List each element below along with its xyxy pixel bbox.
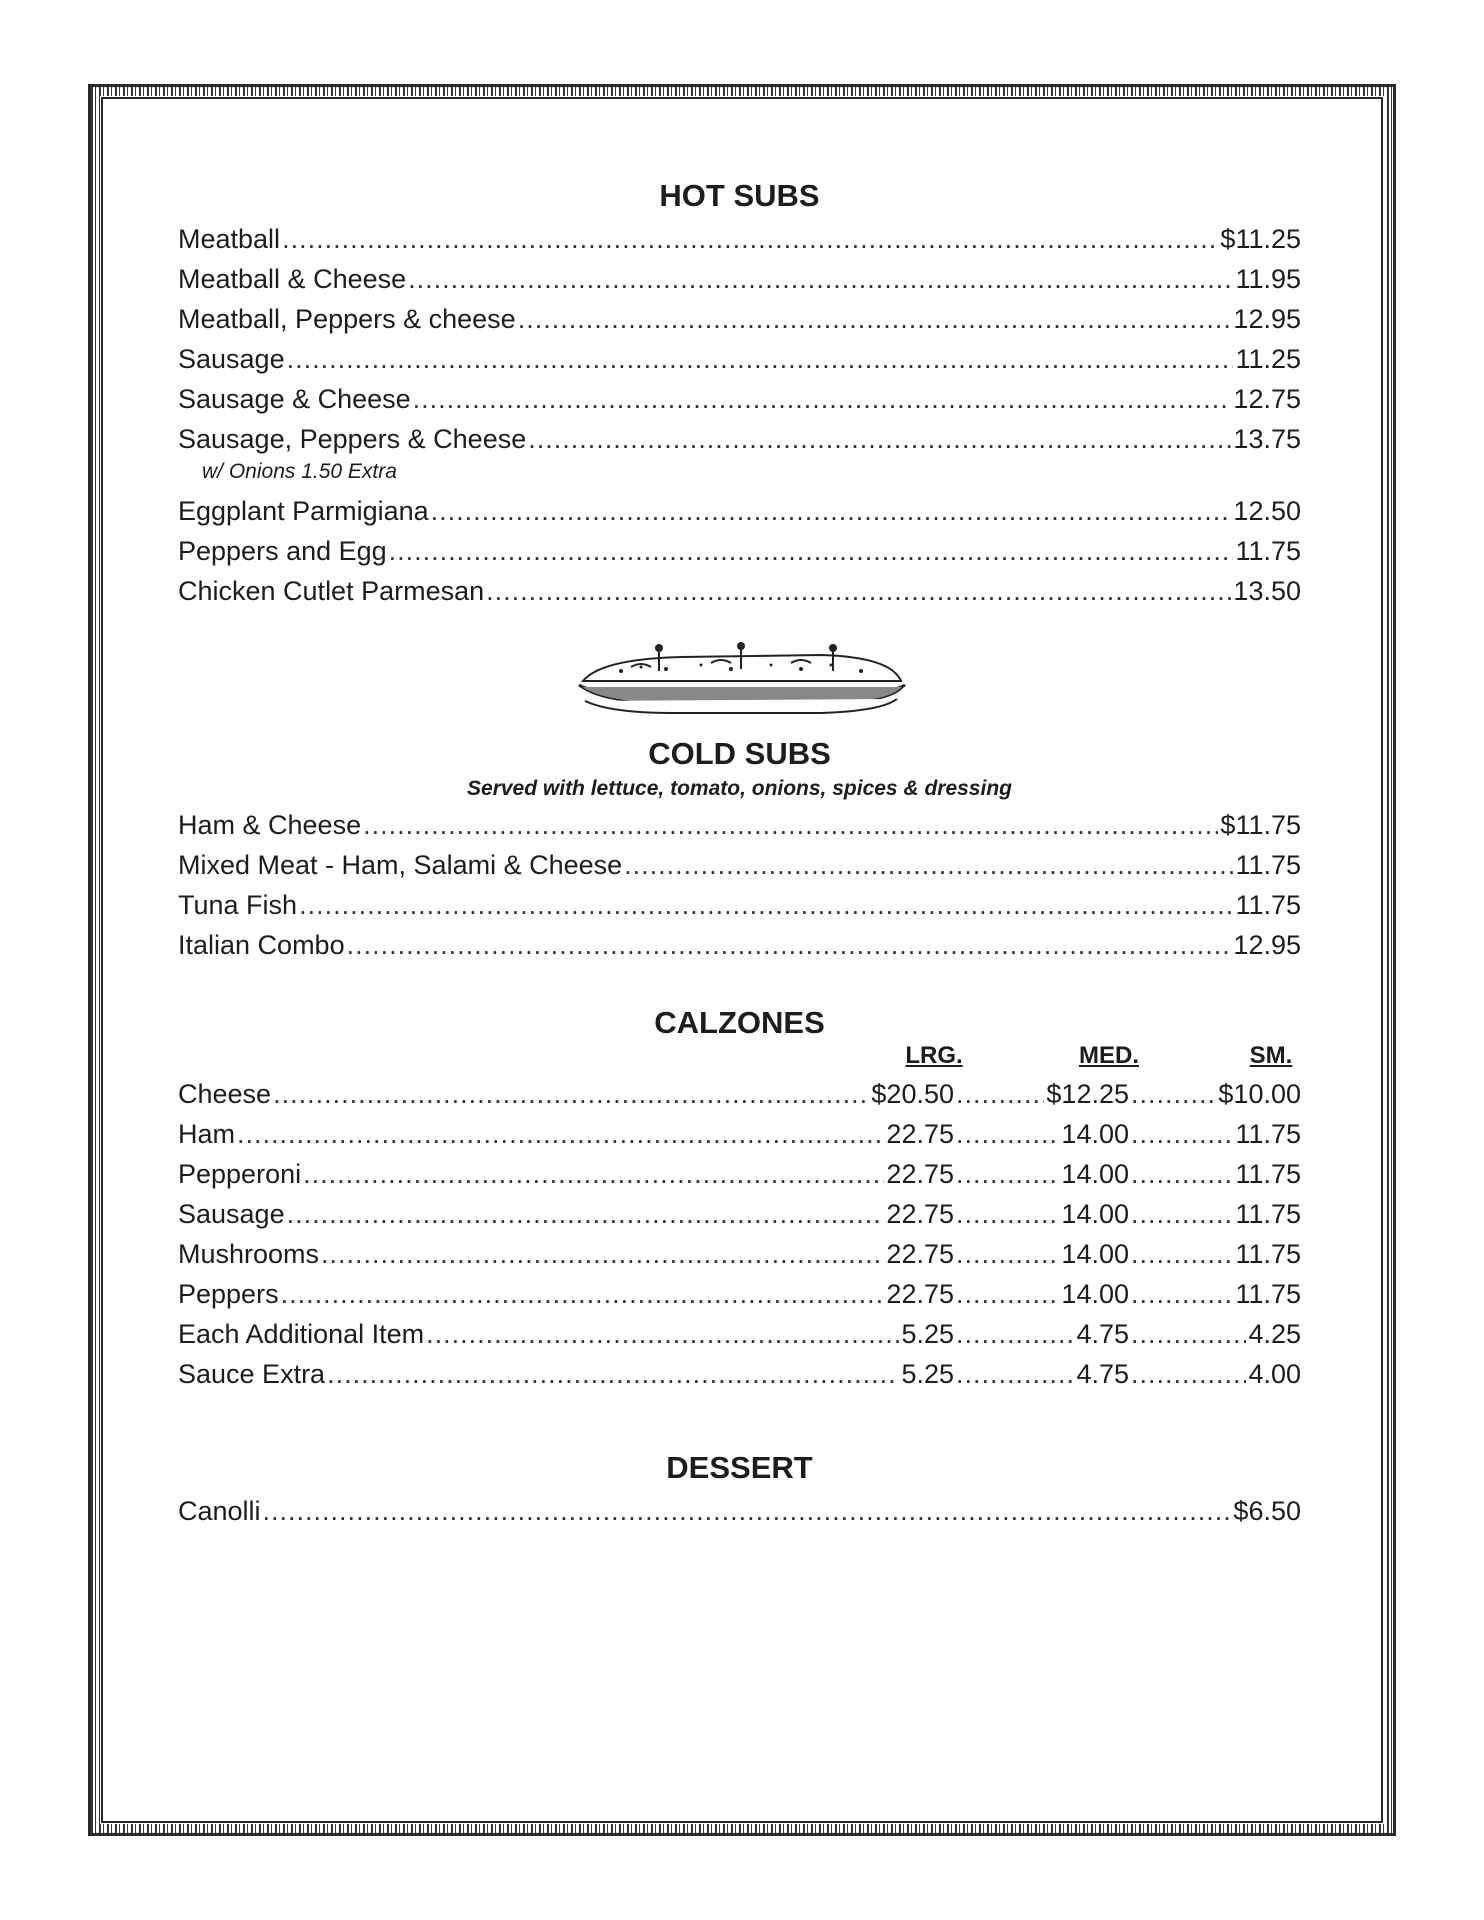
item-price: 11.75 (1235, 890, 1301, 920)
item-price: 13.50 (1233, 576, 1301, 606)
calzone-item (178, 1114, 1301, 1154)
leader-dots (303, 1154, 884, 1194)
item-price: 11.75 (1235, 850, 1301, 880)
dessert-list (178, 1491, 1301, 1531)
leader-dots (299, 885, 1233, 925)
calzone-item (178, 1194, 1301, 1234)
menu-item (178, 845, 1301, 885)
item-name: Canolli (178, 1496, 261, 1526)
calzones-list (178, 1074, 1301, 1394)
leader-dots (1131, 1354, 1246, 1394)
item-name: Sauce Extra (178, 1359, 326, 1389)
price-medium: 14.00 (1061, 1279, 1129, 1309)
leader-dots (431, 491, 1232, 531)
leader-dots (956, 1194, 1059, 1234)
price-small: 4.00 (1248, 1359, 1301, 1389)
item-price: 13.75 (1233, 424, 1301, 454)
leader-dots (281, 1274, 885, 1314)
menu-item (178, 1491, 1301, 1531)
item-name: Meatball & Cheese (178, 264, 407, 294)
item-name: Eggplant Parmigiana (178, 496, 429, 526)
menu-item (178, 419, 1301, 459)
cold-subs-title: COLD SUBS (648, 736, 831, 771)
hot-subs-title: HOT SUBS (659, 178, 820, 213)
leader-dots (363, 805, 1218, 845)
item-price: $11.25 (1220, 224, 1301, 254)
leader-dots (413, 379, 1232, 419)
leader-dots (287, 339, 1234, 379)
leader-dots (956, 1234, 1059, 1274)
cold-subs-subtitle: Served with lettuce, tomato, onions, spices & dressing (467, 777, 1012, 800)
leader-dots (956, 1074, 1044, 1114)
menu-item (178, 805, 1301, 845)
leader-dots (263, 1491, 1232, 1531)
leader-dots (321, 1234, 884, 1274)
leader-dots (624, 845, 1233, 885)
menu-item (178, 299, 1301, 339)
calzone-item (178, 1074, 1301, 1114)
size-header-med: MED. (1079, 1042, 1139, 1069)
item-price: 11.95 (1235, 264, 1301, 294)
calzone-item (178, 1234, 1301, 1274)
price-small: 11.75 (1235, 1199, 1301, 1229)
item-price: $11.75 (1220, 810, 1301, 840)
menu-item (178, 259, 1301, 299)
leader-dots (1131, 1154, 1233, 1194)
menu-item (178, 491, 1301, 531)
leader-dots (1131, 1314, 1246, 1354)
price-small: 11.75 (1235, 1279, 1301, 1309)
item-price: 12.95 (1233, 304, 1301, 334)
price-large: 22.75 (886, 1159, 954, 1189)
item-name: Tuna Fish (178, 890, 298, 920)
price-medium: 14.00 (1061, 1199, 1129, 1229)
menu-item (178, 925, 1301, 965)
price-medium: 14.00 (1061, 1119, 1129, 1149)
item-name: Cheese (178, 1079, 272, 1109)
item-name: Mushrooms (178, 1239, 320, 1269)
item-name: Chicken Cutlet Parmesan (178, 576, 485, 606)
sub-sandwich-illustration (178, 623, 1301, 738)
price-small: 11.75 (1235, 1159, 1301, 1189)
price-small: 4.25 (1248, 1319, 1301, 1349)
dessert-title: DESSERT (666, 1450, 813, 1485)
leader-dots (956, 1274, 1059, 1314)
price-medium: $12.25 (1046, 1079, 1129, 1109)
price-large: 22.75 (886, 1199, 954, 1229)
menu-content (178, 180, 1301, 1531)
item-price: 11.25 (1235, 344, 1301, 374)
item-name: Pepperoni (178, 1159, 302, 1189)
leader-dots (408, 259, 1233, 299)
price-large: 5.25 (901, 1319, 954, 1349)
leader-dots (1131, 1234, 1233, 1274)
price-small: 11.75 (1235, 1119, 1301, 1149)
onions-note: w/ Onions 1.50 Extra (202, 460, 397, 483)
item-name: Sausage, Peppers & Cheese (178, 424, 527, 454)
leader-dots (1131, 1194, 1233, 1234)
leader-dots (327, 1354, 899, 1394)
price-medium: 4.75 (1076, 1359, 1129, 1389)
calzone-item (178, 1314, 1301, 1354)
leader-dots (426, 1314, 899, 1354)
menu-item (178, 531, 1301, 571)
calzones-size-header (178, 1038, 1301, 1074)
price-large: $20.50 (871, 1079, 954, 1109)
item-name: Sausage (178, 1199, 285, 1229)
item-price: 12.75 (1233, 384, 1301, 414)
leader-dots (237, 1114, 884, 1154)
item-name: Meatball, Peppers & cheese (178, 304, 516, 334)
leader-dots (347, 925, 1232, 965)
leader-dots (287, 1194, 885, 1234)
price-large: 22.75 (886, 1239, 954, 1269)
leader-dots (1131, 1074, 1216, 1114)
item-name: Sausage & Cheese (178, 384, 411, 414)
leader-dots (1131, 1274, 1233, 1314)
menu-item (178, 885, 1301, 925)
leader-dots (273, 1074, 869, 1114)
cold-subs-list (178, 805, 1301, 965)
leader-dots (389, 531, 1234, 571)
calzone-item (178, 1354, 1301, 1394)
price-medium: 14.00 (1061, 1159, 1129, 1189)
leader-dots (956, 1314, 1074, 1354)
item-name: Peppers (178, 1279, 279, 1309)
price-large: 5.25 (901, 1359, 954, 1389)
calzones-title: CALZONES (654, 1005, 825, 1040)
leader-dots (956, 1114, 1059, 1154)
leader-dots (486, 571, 1231, 611)
item-name: Ham (178, 1119, 236, 1149)
price-large: 22.75 (886, 1279, 954, 1309)
menu-item (178, 339, 1301, 379)
menu-item (178, 219, 1301, 259)
menu-item (178, 571, 1301, 611)
item-name: Peppers and Egg (178, 536, 387, 566)
leader-dots (956, 1154, 1059, 1194)
item-name: Meatball (178, 224, 281, 254)
item-name: Ham & Cheese (178, 810, 362, 840)
leader-dots (528, 419, 1231, 459)
leader-dots (518, 299, 1232, 339)
price-medium: 14.00 (1061, 1239, 1129, 1269)
size-header-sm: SM. (1249, 1042, 1293, 1069)
item-name: Each Additional Item (178, 1319, 425, 1349)
item-name: Italian Combo (178, 930, 345, 960)
calzone-item (178, 1154, 1301, 1194)
hot-subs-list (178, 219, 1301, 611)
leader-dots (1131, 1114, 1233, 1154)
item-name: Sausage (178, 344, 285, 374)
sandwich-icon (571, 641, 911, 719)
leader-dots (956, 1354, 1074, 1394)
item-name: Mixed Meat - Ham, Salami & Cheese (178, 850, 623, 880)
calzone-item (178, 1274, 1301, 1314)
item-price: 11.75 (1235, 536, 1301, 566)
item-price: 12.95 (1233, 930, 1301, 960)
price-small: $10.00 (1218, 1079, 1301, 1109)
price-large: 22.75 (886, 1119, 954, 1149)
item-price: $6.50 (1233, 1496, 1301, 1526)
size-header-lrg: LRG. (905, 1042, 963, 1069)
item-price: 12.50 (1233, 496, 1301, 526)
menu-item (178, 379, 1301, 419)
price-medium: 4.75 (1076, 1319, 1129, 1349)
leader-dots (282, 219, 1218, 259)
price-small: 11.75 (1235, 1239, 1301, 1269)
